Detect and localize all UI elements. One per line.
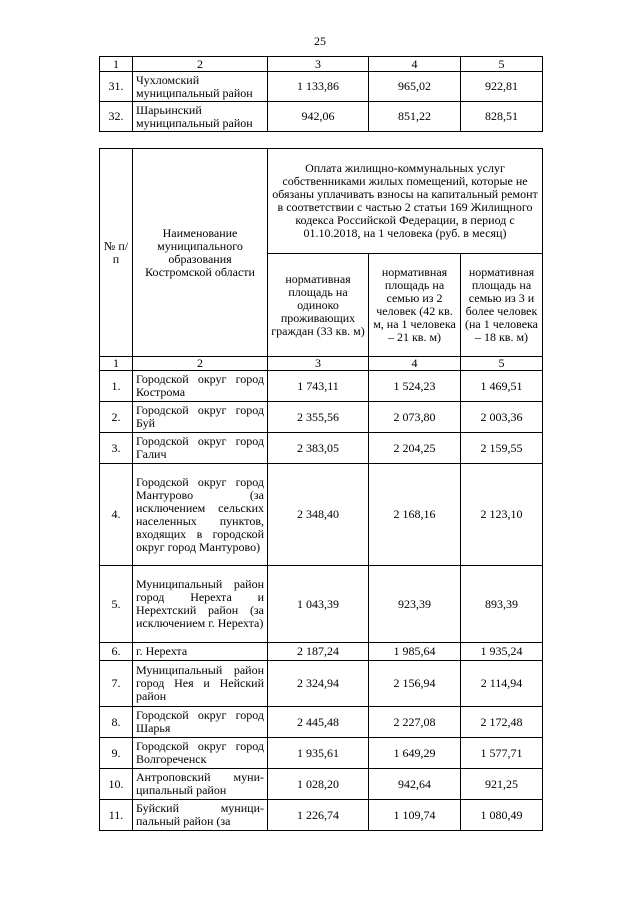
value-cell: 1 524,23 bbox=[369, 371, 461, 402]
row-number: 11. bbox=[100, 800, 133, 831]
value-cell: 2 348,40 bbox=[268, 464, 369, 566]
value-cell: 2 156,94 bbox=[369, 661, 461, 707]
value-cell: 2 003,36 bbox=[461, 402, 543, 433]
value-cell: 1 469,51 bbox=[461, 371, 543, 402]
row-number: 7. bbox=[100, 661, 133, 707]
column-header-name: Наименование муниципального образования Костромской области bbox=[133, 149, 268, 357]
municipality-name: Чухломский муниципальный район bbox=[133, 72, 268, 102]
municipality-name: Муниципальный район город Нерехта и Нерехтский район (за исключением г. Нерехта) bbox=[133, 566, 268, 643]
table-row bbox=[100, 102, 543, 132]
value-cell: 1 743,11 bbox=[268, 371, 369, 402]
value-cell: 965,02 bbox=[369, 72, 461, 102]
group-header: Оплата жилищно-коммунальных услуг собственниками жилых помещений, которые не обязаны уплачивать взносы на капитальный ремонт в соответствии с частью 2 статьи 169 Жилищного кодекса Российской Федерации, в период с 01.10.2018, на 1 человека (руб. в месяц) bbox=[268, 149, 543, 254]
table-row bbox=[100, 464, 543, 566]
municipality-name: Буйский муници-пальный район (за bbox=[133, 800, 268, 831]
index-cell: 1 bbox=[100, 57, 133, 72]
row-number: 31. bbox=[100, 72, 133, 102]
table-row bbox=[100, 769, 543, 800]
municipality-name: Антроповский муни-ципальный район bbox=[133, 769, 268, 800]
subheader-three-plus: нормативная площадь на семью из 3 и более человек (на 1 человека – 18 кв. м) bbox=[461, 254, 543, 357]
table-header bbox=[100, 149, 543, 254]
index-cell: 5 bbox=[461, 57, 543, 72]
value-cell: 2 324,94 bbox=[268, 661, 369, 707]
municipality-name: Городской округ город Галич bbox=[133, 433, 268, 464]
table-row bbox=[100, 643, 543, 661]
index-row bbox=[100, 357, 543, 371]
municipality-name: Городской округ город Волгореченск bbox=[133, 738, 268, 769]
municipality-name: Городской округ город Буй bbox=[133, 402, 268, 433]
value-cell: 1 028,20 bbox=[268, 769, 369, 800]
value-cell: 1 133,86 bbox=[268, 72, 369, 102]
value-cell: 2 355,56 bbox=[268, 402, 369, 433]
value-cell: 923,39 bbox=[369, 566, 461, 643]
value-cell: 1 649,29 bbox=[369, 738, 461, 769]
table-row bbox=[100, 661, 543, 707]
row-number: 6. bbox=[100, 643, 133, 661]
row-number: 4. bbox=[100, 464, 133, 566]
row-number: 10. bbox=[100, 769, 133, 800]
table-row bbox=[100, 371, 543, 402]
index-cell: 2 bbox=[133, 57, 268, 72]
index-row bbox=[100, 57, 543, 72]
row-number: 8. bbox=[100, 707, 133, 738]
value-cell: 2 159,55 bbox=[461, 433, 543, 464]
value-cell: 1 109,74 bbox=[369, 800, 461, 831]
value-cell: 922,81 bbox=[461, 72, 543, 102]
value-cell: 942,64 bbox=[369, 769, 461, 800]
value-cell: 828,51 bbox=[461, 102, 543, 132]
value-cell: 1 935,24 bbox=[461, 643, 543, 661]
value-cell: 1 043,39 bbox=[268, 566, 369, 643]
row-number: 5. bbox=[100, 566, 133, 643]
table-row bbox=[100, 433, 543, 464]
value-cell: 2 227,08 bbox=[369, 707, 461, 738]
table-row bbox=[100, 800, 543, 831]
table-row bbox=[100, 738, 543, 769]
table-row bbox=[100, 566, 543, 643]
row-number: 1. bbox=[100, 371, 133, 402]
value-cell: 2 172,48 bbox=[461, 707, 543, 738]
value-cell: 2 073,80 bbox=[369, 402, 461, 433]
continuation-table bbox=[99, 56, 543, 132]
index-cell: 2 bbox=[133, 357, 268, 371]
row-number: 32. bbox=[100, 102, 133, 132]
value-cell: 2 168,16 bbox=[369, 464, 461, 566]
value-cell: 1 080,49 bbox=[461, 800, 543, 831]
municipality-name: Шарьинский муниципальный район bbox=[133, 102, 268, 132]
table-row bbox=[100, 707, 543, 738]
value-cell: 1 577,71 bbox=[461, 738, 543, 769]
page-number: 25 bbox=[314, 34, 326, 48]
value-cell: 1 935,61 bbox=[268, 738, 369, 769]
value-cell: 1 985,64 bbox=[369, 643, 461, 661]
payments-table bbox=[99, 148, 543, 831]
row-number: 9. bbox=[100, 738, 133, 769]
table-row bbox=[100, 402, 543, 433]
value-cell: 2 187,24 bbox=[268, 643, 369, 661]
value-cell: 921,25 bbox=[461, 769, 543, 800]
municipality-name: Муниципальный район город Нея и Нейский район bbox=[133, 661, 268, 707]
value-cell: 1 226,74 bbox=[268, 800, 369, 831]
column-header-number: № п/п bbox=[100, 149, 133, 357]
index-cell: 3 bbox=[268, 357, 369, 371]
value-cell: 2 383,05 bbox=[268, 433, 369, 464]
municipality-name: Городской округ город Кострома bbox=[133, 371, 268, 402]
value-cell: 942,06 bbox=[268, 102, 369, 132]
index-cell: 3 bbox=[268, 57, 369, 72]
row-number: 3. bbox=[100, 433, 133, 464]
value-cell: 2 123,10 bbox=[461, 464, 543, 566]
municipality-name: Городской округ город Мантурово (за исключением сельских населенных пунктов, входящих в городской округ город Мантурово) bbox=[133, 464, 268, 566]
row-number: 2. bbox=[100, 402, 133, 433]
value-cell: 2 204,25 bbox=[369, 433, 461, 464]
value-cell: 851,22 bbox=[369, 102, 461, 132]
index-cell: 4 bbox=[369, 57, 461, 72]
subheader-two-person: нормативная площадь на семью из 2 человек (42 кв. м, на 1 человека – 21 кв. м) bbox=[369, 254, 461, 357]
subheader-single: нормативная площадь на одиноко проживающих граждан (33 кв. м) bbox=[268, 254, 369, 357]
table-row bbox=[100, 72, 543, 102]
index-cell: 4 bbox=[369, 357, 461, 371]
index-cell: 1 bbox=[100, 357, 133, 371]
municipality-name: Городской округ город Шарья bbox=[133, 707, 268, 738]
municipality-name: г. Нерехта bbox=[133, 643, 268, 661]
value-cell: 2 445,48 bbox=[268, 707, 369, 738]
value-cell: 893,39 bbox=[461, 566, 543, 643]
index-cell: 5 bbox=[461, 357, 543, 371]
value-cell: 2 114,94 bbox=[461, 661, 543, 707]
